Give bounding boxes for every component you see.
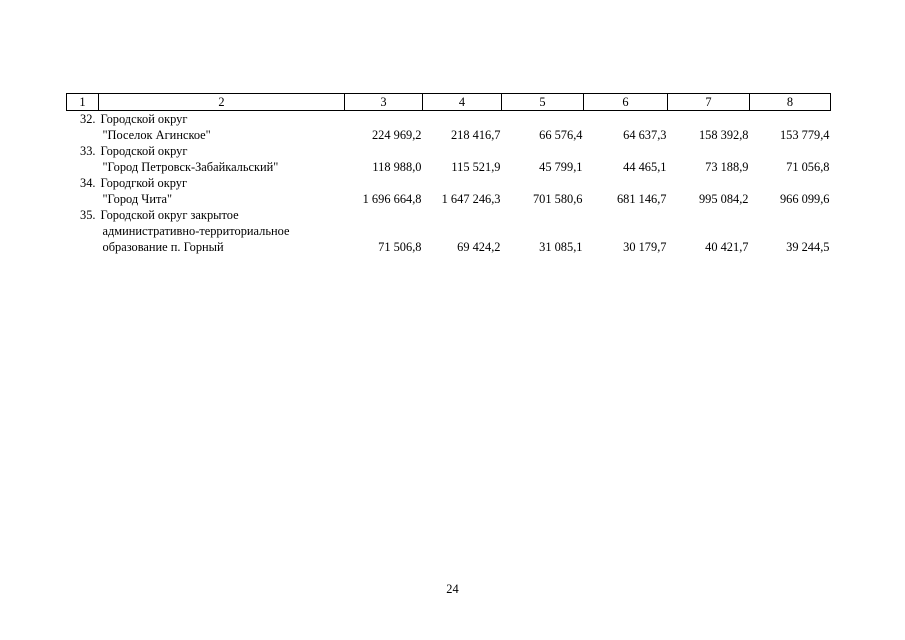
table-cell: 115 521,9 (451, 160, 501, 174)
table-cell: 995 084,2 (698, 192, 749, 206)
row-name-line: Городской округ закрытое (100, 208, 239, 222)
table-row (67, 143, 831, 175)
column-header: 7 (668, 94, 750, 111)
row-index: 34. (80, 176, 96, 190)
table-cell: 701 580,6 (532, 192, 583, 206)
row-name-line: Городгкой округ (100, 176, 188, 190)
column-header: 3 (345, 94, 423, 111)
table-cell: 45 799,1 (539, 160, 583, 174)
column-header: 2 (99, 94, 345, 111)
table-cell: 64 637,3 (623, 128, 667, 142)
table-cell: 69 424,2 (457, 240, 501, 254)
row-index: 32. (80, 112, 96, 126)
table-cell: 66 576,4 (539, 128, 583, 142)
table-cell: 30 179,7 (623, 240, 667, 254)
column-header: 5 (502, 94, 584, 111)
row-name (99, 207, 345, 255)
row-name (99, 111, 345, 144)
table-row (67, 175, 831, 207)
table-row (67, 111, 831, 144)
table-header (67, 94, 831, 111)
row-name-line: "Город Петровск-Забайкальский" (102, 160, 279, 174)
page-number: 24 (446, 582, 459, 596)
row-name (99, 143, 345, 175)
row-index: 33. (80, 144, 96, 158)
table-cell: 40 421,7 (705, 240, 749, 254)
table-cell: 681 146,7 (616, 192, 667, 206)
table-cell: 966 099,6 (779, 192, 830, 206)
column-header: 8 (750, 94, 831, 111)
table-cell: 71 506,8 (378, 240, 422, 254)
row-name-line: Городской округ (100, 112, 188, 126)
budget-table (66, 93, 831, 255)
table-cell: 1 696 664,8 (362, 192, 422, 206)
table-cell: 118 988,0 (372, 160, 422, 174)
row-index: 35. (80, 208, 96, 222)
table-cell: 1 647 246,3 (441, 192, 501, 206)
header-row (67, 94, 831, 111)
table-cell: 158 392,8 (698, 128, 749, 142)
table-cell: 224 969,2 (371, 128, 422, 142)
row-name-line: образование п. Горный (102, 240, 224, 254)
table-cell: 71 056,8 (786, 160, 830, 174)
row-name-line: "Город Чита" (102, 192, 173, 206)
table-cell: 218 416,7 (450, 128, 501, 142)
column-header: 6 (584, 94, 668, 111)
table-row (67, 207, 831, 255)
column-header: 4 (423, 94, 502, 111)
table-cell: 44 465,1 (623, 160, 667, 174)
column-header: 1 (67, 94, 99, 111)
row-name-line: Городской округ (100, 144, 188, 158)
row-name-line: административно-территориальное (102, 224, 290, 238)
table-cell: 31 085,1 (539, 240, 583, 254)
row-name (99, 175, 345, 207)
table-cell: 153 779,4 (779, 128, 830, 142)
table-cell: 73 188,9 (705, 160, 749, 174)
row-name-line: "Поселок Агинское" (102, 128, 211, 142)
table-cell: 39 244,5 (786, 240, 830, 254)
